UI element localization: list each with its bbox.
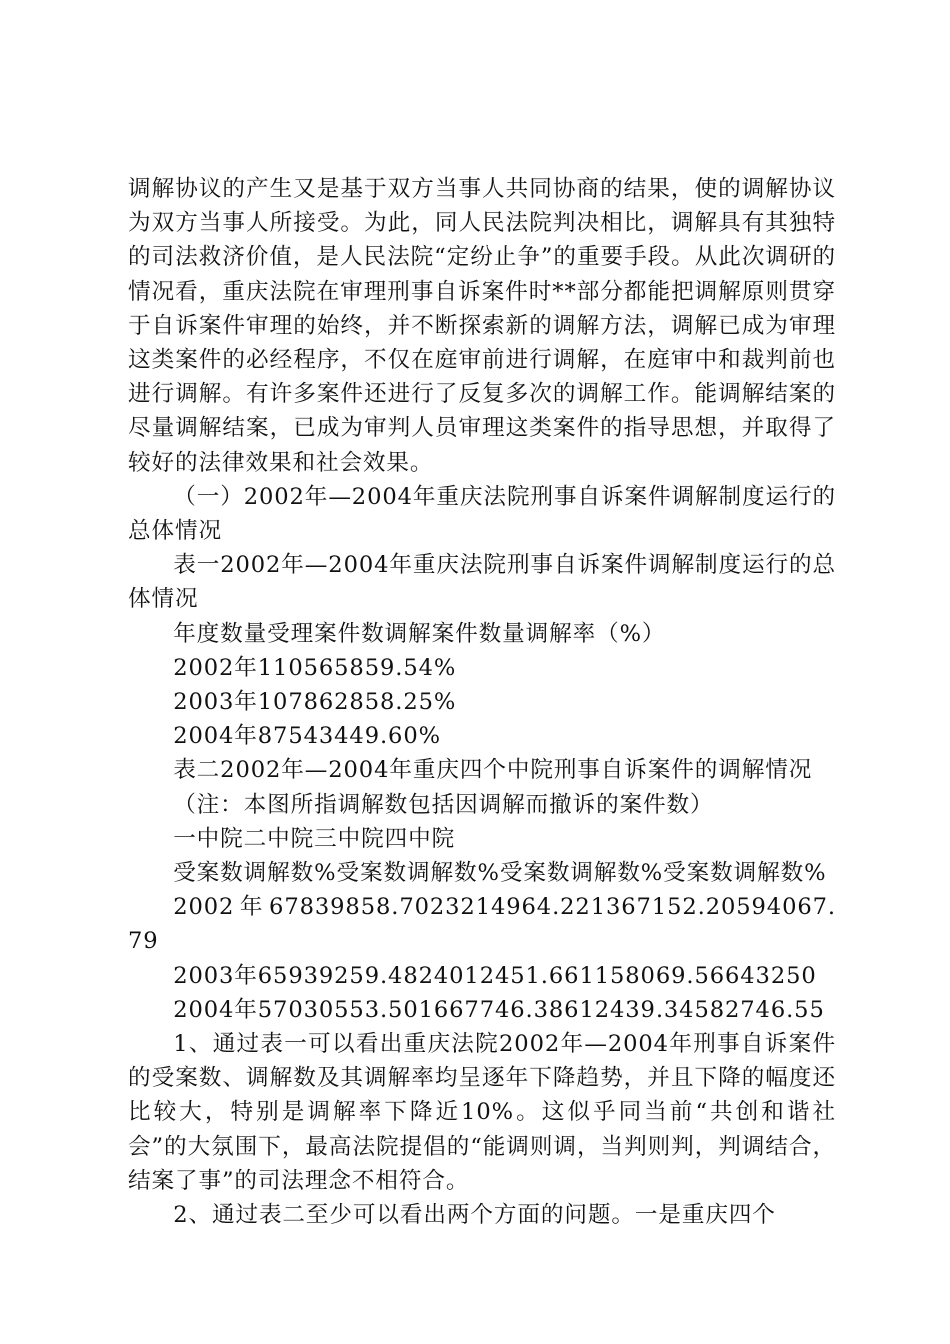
table-two-courts-header: 一中院二中院三中院四中院 [173,825,456,852]
paragraph-analysis-one: 1、通过表一可以看出重庆法院2002年—2004年刑事自诉案件的受案数、调解数及其调解率均呈逐年下降趋势，并且下降的幅度还比较大，特别是调解率下降近10%。这似乎同当前“共创和谐社会”的大氛围下，最高法院提倡的“能调则调，当判则判，判调结合，结案了事”的司法理念不相符合。 [128,1031,836,1194]
table-one-row-2004: 2004年87543449.60% [173,723,441,750]
table-one-row-2003: 2003年107862858.25% [173,689,457,716]
table-one-title: 表一2002年—2004年重庆法院刑事自诉案件调解制度运行的总体情况 [128,552,836,613]
paragraph-analysis-two: 2、通过表二至少可以看出两个方面的问题。一是重庆四个 [173,1202,776,1229]
paragraph-mediation-value: 调解协议的产生又是基于双方当事人共同协商的结果，使的调解协议为双方当事人所接受。为此，同人民法院判决相比，调解具有其独特的司法救济价值，是人民法院“定纷止争”的重要手段。从此次调研的情况看，重庆法院在审理刑事自诉案件时**部分都能把调解原则贯穿于自诉案件审理的始终，并不断探索新的调解方法，调解已成为审理这类案件的必经程序，不仅在庭审前进行调解，在庭审中和裁判前也进行调解。有许多案件还进行了反复多次的调解工作。能调解结案的尽量调解结案，已成为审判人员审理这类案件的指导思想，并取得了较好的法律效果和社会效果。 [128,176,836,476]
table-two-title: 表二2002年—2004年重庆四个中院刑事自诉案件的调解情况 [173,757,813,784]
table-one-row-2002: 2002年110565859.54% [173,654,457,681]
table-two-note: （注：本图所指调解数包括因调解而撤诉的案件数） [173,791,714,818]
table-two-row-2002: 2002年67839858.7023214964.221367152.20594067.79 [128,894,836,955]
table-one-header: 年度数量受理案件数调解案件数量调解率（%） [173,620,666,647]
document-body [128,172,836,1232]
table-two-row-2003: 2003年65939259.4824012451.661158069.56643250 [173,962,817,989]
section-heading-overall: （一）2002年—2004年重庆法院刑事自诉案件调解制度运行的总体情况 [128,483,836,545]
table-two-columns-header: 受案数调解数%受案数调解数%受案数调解数%受案数调解数% [173,860,827,887]
table-two-row-2004: 2004年57030553.501667746.38612439.34582746.55 [173,996,825,1023]
